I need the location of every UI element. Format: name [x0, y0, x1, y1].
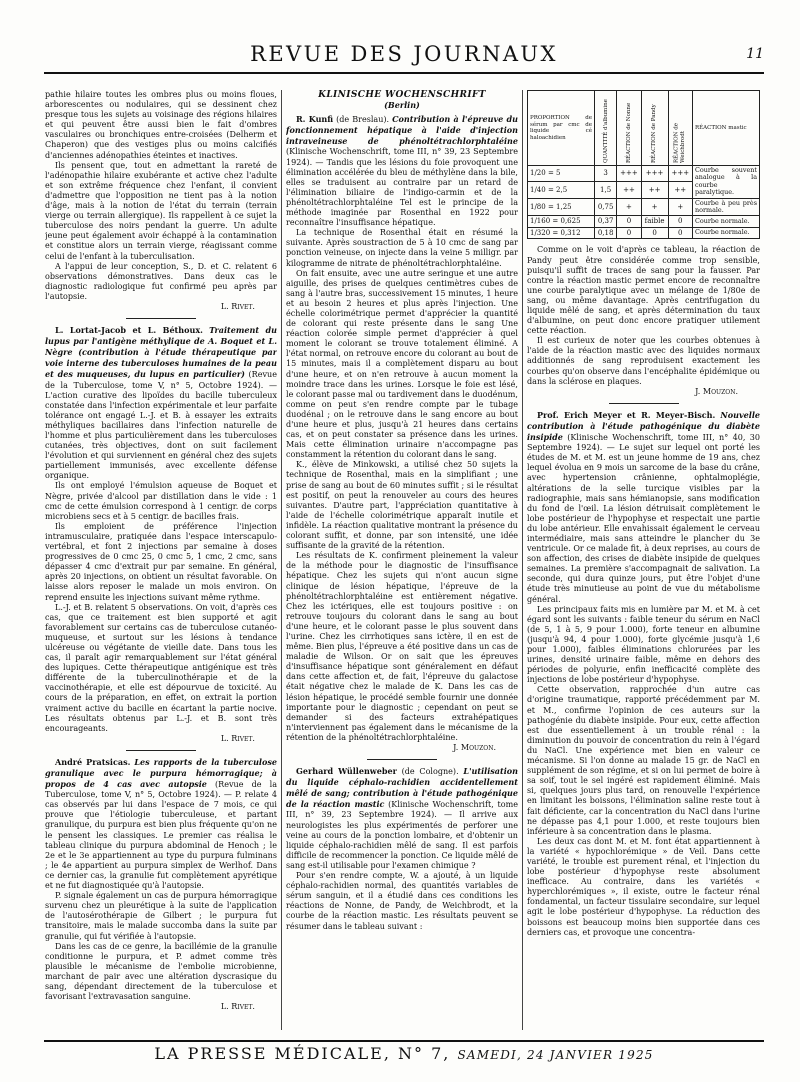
table-cell: +: [668, 198, 692, 216]
article-reference: (Klinische Wochenschrift, tome III, n° 39, 23 Septembre 1924). — Tandis que les lésions du foie provoquent une élimination accélérée du bleu de méthylène dans la bile, elles se traduisent au contraire par un retard de l'élimination biliaire de l'indigo-carmin et de la phénoltétrachlorphtaléine Tel est le principe de la méthode imaginée par Rosenthal en 1922 pour reconnaître l'insuffisance hépatique.: [286, 147, 518, 228]
separator: [367, 759, 437, 760]
paragraph: Cette observation, rapprochée d'un autre cas d'origine traumatique, rapporté précédemment par M. et M., confirme l'opinion de ces auteurs sur la pathogénie du diabète insipide. Pour eux, cette affection est due essentiellement à un trouble rénal : la diminution du pouvoir de concentration du rein à l'égard du NaCl. Une expérience met bien en valeur ce mécanisme. Si l'on donne au malade 15 gr. de NaCl en supplément de son régime, et si on lui permet de boire à sa soif, tout le sel ingéré est rapidement éliminé. Mais si, quelques jours plus tard, on renouvelle l'expérience en limitant les boissons, l'élimination saline reste tout à fait déficiente, car la concentration du NaCl dans l'urine ne dépasse pas 4,1 pour 1.000, et reste toujours bien inférieure à sa concentration dans le plasma.: [527, 685, 760, 836]
article-title: Nouvelle contribution à l'étude pathogénique du diabète insipide: [527, 409, 760, 443]
signature: L. Rivet.: [220, 301, 255, 311]
paragraph: Les principaux faits mis en lumière par M. et M. à cet égard sont les suivants : faible teneur du sérum en NaCl (de 5, 1 à 5, 9 pour 1.000), forte teneur en albumine (jusqu'à 94, 4 pour 1.000), forte glycémie jusqu'à 1,6 pour 1.000), faibles éliminations chlorurées par les urines, densité urinaire faible, même en dehors des périodes de polyurie, enfin inefficacité complète des injections de lobe postérieur d'hypophyse.: [527, 604, 760, 685]
paragraph: Ils ont employé l'émulsion aqueuse de Boquet et Nègre, privée d'alcool par distillation dans le vide : 1 cmc de cette émulsion correspond à 1 centigr. de corps microbiens secs et à 5 centigr. de bacilles frais.: [45, 481, 277, 521]
section-city: (Berlin): [384, 100, 420, 111]
article-authors: Gerhard Wüllenweber: [296, 766, 397, 777]
table-cell: ++: [617, 182, 641, 198]
table-cell: +++: [641, 166, 668, 182]
page-number: 11: [746, 46, 764, 62]
page-footer: [44, 1040, 764, 1072]
paragraph: L.-J. et B. relatent 5 observations. On voit, d'après ces cas, que ce traitement est bien supporté et agit favorablement sur certains cas de tuberculose cutanéo-muqueuse, et surtout sur les lésions à tendance ulcéreuse ou végétante de vieille date. Dans tous les cas, il paraît agir remarquablement sur l'état général des lupiques. Cette thérapeutique antigénique est très différente de la tuberculinothérapie et de la vaccinothérapie, et elle est dépourvue de toxicité. Au cours de la préparation, en effet, on extrait la portion vraiment active du bacille en écartant la partie nocive. Les résultats obtenus par L.-J. et B. sont très encourageants.: [45, 602, 277, 733]
table-cell: Courbe normale.: [693, 216, 760, 228]
table-cell: Courbe à peu près normale.: [693, 198, 760, 216]
article-authors: André Pratsicas.: [55, 756, 131, 767]
page-header: [44, 42, 764, 74]
article-title: L'utilisation du liquide céphalo-rachidien accidentellement mêlé de sang; contribution à l'étude pathogénique de la réaction mastic: [286, 766, 518, 810]
table-cell: 0,75: [595, 198, 617, 216]
article-title: Traitement du lupus par l'antigène méthylique de A. Boquet et L. Nègre (contribution à l'étude thérapeutique par voie interne des tuberculoses humaines de la peau et des muqueuses, du lupus en particulier): [45, 325, 277, 380]
paragraph: Les deux cas dont M. et M. font état appartiennent à la variété « hypochlorémique » de Veil. Dans cette variété, le trouble est purement rénal, et l'injection du lobe postérieur d'hypophyse reste absolument inefficace. Au contraire, dans les variétés « hyperchlorémiques », il existe, outre le facteur rénal fondamental, un facteur tissulaire secondaire, sur lequel agit le lobe postérieur d'hypophyse. La réduction des boissons est beaucoup moins bien supportée dans ces derniers cas, et provoque une concentra-: [527, 836, 760, 937]
column-2: [286, 90, 518, 1030]
table-header: RÉACTION de Nonne: [617, 91, 641, 166]
table-cell: Courbe souvent analogue à la courbe paralytique.: [693, 166, 760, 199]
table-header: RÉACTION de Pandy: [641, 91, 668, 166]
paragraph: A l'appui de leur conception, S., D. et C. relatent 6 observations démonstratives. Dans deux cas le diagnostic radiologique fut confirmé peu après par l'autopsie.: [45, 261, 277, 301]
table-header: RÉACTION de Weichbrodt: [668, 91, 692, 166]
journal-title: REVUE DES JOURNAUX: [250, 42, 558, 66]
table-row: [528, 216, 760, 228]
table-cell: 1/40 = 2,5: [528, 182, 595, 198]
table-header: RÉACTION mastic: [693, 91, 760, 166]
paragraph: Comme on le voit d'après ce tableau, la réaction de Pandy peut être considérée comme trop sensible, puisqu'il suffit de traces de sang pour la fausser. Par contre la réaction mastic permet encore de reconnaître une courbe paralytique avec un mélange de 1/80e de sang, ou même davantage. Après centrifugation du liquide mêlé de sang, et après détermination du taux d'albumine, on peut donc encore pratiquer utilement cette réaction.: [527, 245, 760, 336]
column-3: [527, 90, 760, 1030]
separator: [126, 318, 196, 319]
article-reference: (Klinische Wochenschrift, tome III, n° 39, 23 Septembre 1924). — Il arrive aux neurologistes les plus expérimentés de perforer une veine au cours de la ponction lombaire, et d'obtenir un liquide céphalo-rachidien mêlé de sang. Il est parfois difficile de recommencer la ponction. Ce liquide mêlé de sang est-il utilisable pour l'examen chimique ?: [286, 800, 518, 870]
article-origin: (de Breslau).: [336, 115, 390, 125]
article-authors: R. Kunfi: [296, 114, 334, 125]
article-kunfi: [286, 114, 518, 228]
article-wullenweber: [286, 766, 518, 871]
table-cell: 0: [668, 227, 692, 239]
paragraph: Ils emploient de préférence l'injection intramusculaire, pratiquée dans l'espace interscapulo-vertébral, et font 2 injections par semaine à doses progressives de 0 cmc 25, 0 cmc 5, 1 cmc, 2 cmc, sans dépasser 4 cmc d'extrait pur par semaine. En général, après 20 injections, on obtient un résultat favorable. On laisse alors reposer le malade un mois environ. On reprend ensuite les injections suivant même rythme.: [45, 521, 277, 602]
results-table: [527, 90, 760, 239]
signature: J. Mouzon.: [453, 743, 496, 752]
separator: [126, 750, 196, 751]
table-cell: 3: [595, 166, 617, 182]
footer-date: SAMEDI, 24 JANVIER 1925: [457, 1048, 654, 1062]
article-authors: Prof. Erich Meyer et R. Meyer-Bisch.: [537, 409, 716, 420]
table-header-row: [528, 91, 760, 166]
paragraph: pathie hilaire toutes les ombres plus ou moins floues, arborescentes ou nodulaires, qui se dessinent chez presque tous les sujets au voisinage des régions hilaires et qui peuvent être aussi bien le fait d'ombres vasculaires ou bronchiques entre-croisées (Delherm et Chaperon) que des vestiges plus ou moins calcifiés d'anciennes adénopathies éteintes et inactives.: [45, 90, 277, 160]
paragraph: Il est curieux de noter que les courbes obtenues à l'aide de la réaction mastic avec des liquides normaux additionnés de sang reproduisent exactement les courbes qu'on observe dans l'encéphalite épidémique ou dans la sclérose en plaques.: [527, 336, 760, 386]
paragraph: Les résultats de K. confirment pleinement la valeur de la méthode pour le diagnostic de l'insuffisance hépatique. Chez les sujets qui n'ont aucun signe clinique de lésion hépatique, l'épreuve de la phénoltétrachlorphtaléine est entièrement négative. Chez les ictériques, elle est toujours positive : on retrouve toujours du colorant dans le sang au bout d'une heure, et le colorant passe le plus souvent dans l'urine. Chez les cirrhotiques sans ictère, il en est de même. Bien plus, l'épreuve a été positive dans un cas de maladie de Wilson. Or on sait que les épreuves d'insuffisance hépatique sont généralement en défaut dans cette affection et, de fait, l'épreuve du galactose était négative chez le malade de K. Dans les cas de lésion hépatique, le procédé semble fournir une donnée importante pour le diagnostic ; cependant on peut se demander si des facteurs extrahépatiques n'interviennent pas également dans le mécanisme de la rétention de la phénoltétrachlorphtaléine.: [286, 551, 518, 742]
table-cell: +++: [668, 166, 692, 182]
article-lortat-jacob: [45, 325, 277, 481]
signature: J. Mouzon.: [695, 386, 738, 396]
table-cell: 1/20 = 5: [528, 166, 595, 182]
article-meyer: [527, 410, 760, 605]
table-cell: +: [617, 198, 641, 216]
signature: L. Rivet.: [220, 733, 255, 743]
article-origin: (de Cologne).: [401, 767, 459, 777]
footer-text: [44, 1044, 764, 1063]
table-row: [528, 198, 760, 216]
table-cell: Courbe normale.: [693, 227, 760, 239]
paragraph: Dans les cas de ce genre, la bacillémie de la granulie conditionne le purpura, et P. admet comme très plausible le mécanisme de l'embolie microbienne, marchant de pair avec une altération dyscrasique du sang, dépendant directement de la tuberculose et favorisant l'extravasation sanguine.: [45, 941, 277, 1002]
paragraph: On fait ensuite, avec une autre seringue et une autre aiguille, des prises de quelques centimètres cubes de sang à l'autre bras, successivement 15 minutes, 1 heure et au besoin 2 heures et plus après l'injection. Une échelle colorimétrique permet d'apprécier la quantité de colorant qui reste présente dans le sang Une réaction colorée simple permet d'apprécier à quel moment le colorant se trouve totalement éliminé. A l'état normal, on retrouve encore du colorant au bout de 15 minutes, mais il a complètement disparu au bout d'une heure, et on n'en retrouve à aucun moment la moindre trace dans les urines. Lorsque le foie est lésé, le colorant passe mal ou tardivement dans le duodénum, comme on peut s'en rendre compte par le tubage duodénal ; on le retrouve dans le sang encore au bout d'une heure et plus, jusqu'à 21 heures dans certains cas, et on peut constater sa présence dans les urines. Mais cette élimination urinaire n'accompagne pas constamment la rétention du colorant dans le sang.: [286, 268, 518, 460]
table-cell: 0: [668, 216, 692, 228]
column-rule: [522, 90, 523, 1030]
article-authors: L. Lortat-Jacob et L. Béthoux.: [55, 325, 203, 336]
article-title: Les rapports de la tuberculose granulique avec le purpura hémorragique; à propos de 4 cas avec autopsie: [45, 756, 277, 790]
section-heading: KLINISCHE WOCHENSCHRIFT: [318, 90, 486, 100]
table-cell: 1/160 = 0,625: [528, 216, 595, 228]
article-title: Contribution à l'épreuve du fonctionnement hépatique à l'aide d'injection intraveineuse de phénoltétrachlorphtaléine: [286, 114, 518, 147]
column-rule: [281, 90, 282, 1030]
table-cell: 1,5: [595, 182, 617, 198]
footer-journal: LA PRESSE MÉDICALE, N° 7,: [154, 1044, 451, 1063]
table-cell: ++: [668, 182, 692, 198]
table-header: QUANTITÉ d'albumine: [595, 91, 617, 166]
table-cell: ++: [641, 182, 668, 198]
paragraph: K., élève de Minkowski, a utilisé chez 50 sujets la technique de Rosenthal, mais en la simplifiant ; une prise de sang au bout de 60 minutes suffit ; si le résultat est positif, on peut la renouveler au cours des heures suivantes. D'autre part, l'appréciation quantitative à l'aide de l'échelle colorimétrique apparaît inutile et infidèle. La réaction qualitative montrant la présence du colorant suffit, et donne, par son intensité, une idée suffisante de la gravité de la rétention.: [286, 460, 518, 551]
separator: [609, 403, 679, 404]
article-reference: (Revue de la Tuberculose, tome V, n° 5, Octobre 1924). — L'action curative des lipoïdes du bacille tuberculeux constatée dans l'infection expérimentale et leur parfaite tolérance ont engagé L.-J. et B. à essayer les extraits méthyliques bacillaires dans l'infection naturelle de l'homme et plus particulièrement dans les tuberculoses cutanées, très objectives, dont on suit facilement l'évolution et qui surviennent en général chez des sujets partiellement immunisés, avec excellente défense organique.: [45, 370, 277, 481]
table-cell: +: [641, 198, 668, 216]
table-cell: 0: [617, 216, 641, 228]
table-cell: 1/320 = 0,312: [528, 227, 595, 239]
column-1: [45, 90, 277, 1030]
paragraph: P. signale également un cas de purpura hémorragique survenu chez un pleurétique à la suite de l'application de l'autosérothérapie de Gilbert ; le purpura fut transitoire, mais le malade succomba dans la suite par granulie, qui fut vérifiée à l'autopsie.: [45, 891, 277, 941]
table-cell: 0: [617, 227, 641, 239]
article-reference: (Revue de la Tuberculose, tome V, n° 5, Octobre 1924). — P. relate 4 cas observés par lui dans l'espace de 7 mois, ce qui prouve que l'étiologie tuberculeuse, et partant granulique, du purpura est bien plus fréquente qu'on ne le pensent les classiques. Le premier cas réalisa le tableau clinique du purpura abdominal de Henoch ; le 2e et le 3e appartiennent au type du purpura fulminans ; le 4e appartient au purpura simplex de Werlhof. Dans ce dernier cas, la granulie fut complètement apyrétique et ne fut diagnostiquée qu'à l'autopsie.: [45, 780, 277, 891]
paragraph: Ils pensent que, tout en admettant la rareté de l'adénopathie hilaire exubérante et active chez l'adulte et son extrême fréquence chez l'enfant, il convient d'admettre que l'opposition ne tient pas à la notion d'âge, mais à la notion de l'état du terrain (terrain vierge ou terrain allergique). Ils rappellent à ce sujet la tuberculose des noirs pendant la guerre. Un adulte jeune peut également avoir échappé à la contamination et constitue alors un terrain vierge, réagissant comme celui de l'enfant à la tuberculisation.: [45, 160, 277, 261]
table-cell: 0,18: [595, 227, 617, 239]
table-cell: 0: [641, 227, 668, 239]
table-cell: 0,37: [595, 216, 617, 228]
table-header: PROPORTION de sérum par cmc de liquide cé haloachidien: [528, 91, 595, 166]
table-row: [528, 166, 760, 182]
article-reference: (Klinische Wochenschrift, tome III, n° 40, 30 Septembre 1924). — Le sujet sur lequel ont porté les études de M. et M. est un jeune homme de 19 ans, chez lequel évolua en 9 mois un sarcome de la base du crâne, avec hypertension crânienne, ophtalmoplégie, altérations de la selle turcique visibles par la radiographie, mais sans hémianopsie, sans modification du fond de l'œil. La lésion détruisait complètement le lobe postérieur de l'hypophyse et respectait une partie du lobe antérieur. Elle envahissait également le cerveau intermédiaire, mais sans atteindre le plancher du 3e ventricule. Or ce malade fit, à deux reprises, au cours de son affection, des crises de diabète insipide de quelques semaines. La première s'accompagnait de salivation. La seconde, qui dura quinze jours, put être l'objet d'une étude très minutieuse au point de vue du métabolisme général.: [527, 433, 760, 604]
signature: L. Rivet.: [220, 1002, 255, 1012]
article-pratsicas: [45, 757, 277, 891]
paragraph: Pour s'en rendre compte, W. a ajouté, à un liquide céphalo-rachidien normal, des quantités variables de sérum sanguin, et il a étudié dans ces conditions les réactions de Nonne, de Pandy, de Weichbrodt, et la courbe de la réaction mastic. Les résultats peuvent se résumer dans le tableau suivant :: [286, 871, 518, 931]
table-row: [528, 227, 760, 239]
table-cell: 1/80 = 1,25: [528, 198, 595, 216]
table-cell: +++: [617, 166, 641, 182]
table-cell: faible: [641, 216, 668, 228]
paragraph: La technique de Rosenthal était en résumé la suivante. Après soustraction de 5 à 10 cmc de sang par ponction veineuse, on injecte dans la veine 5 milligr. par kilogramme de nitrate de phénoltétrachlorphtaléine.: [286, 228, 518, 268]
